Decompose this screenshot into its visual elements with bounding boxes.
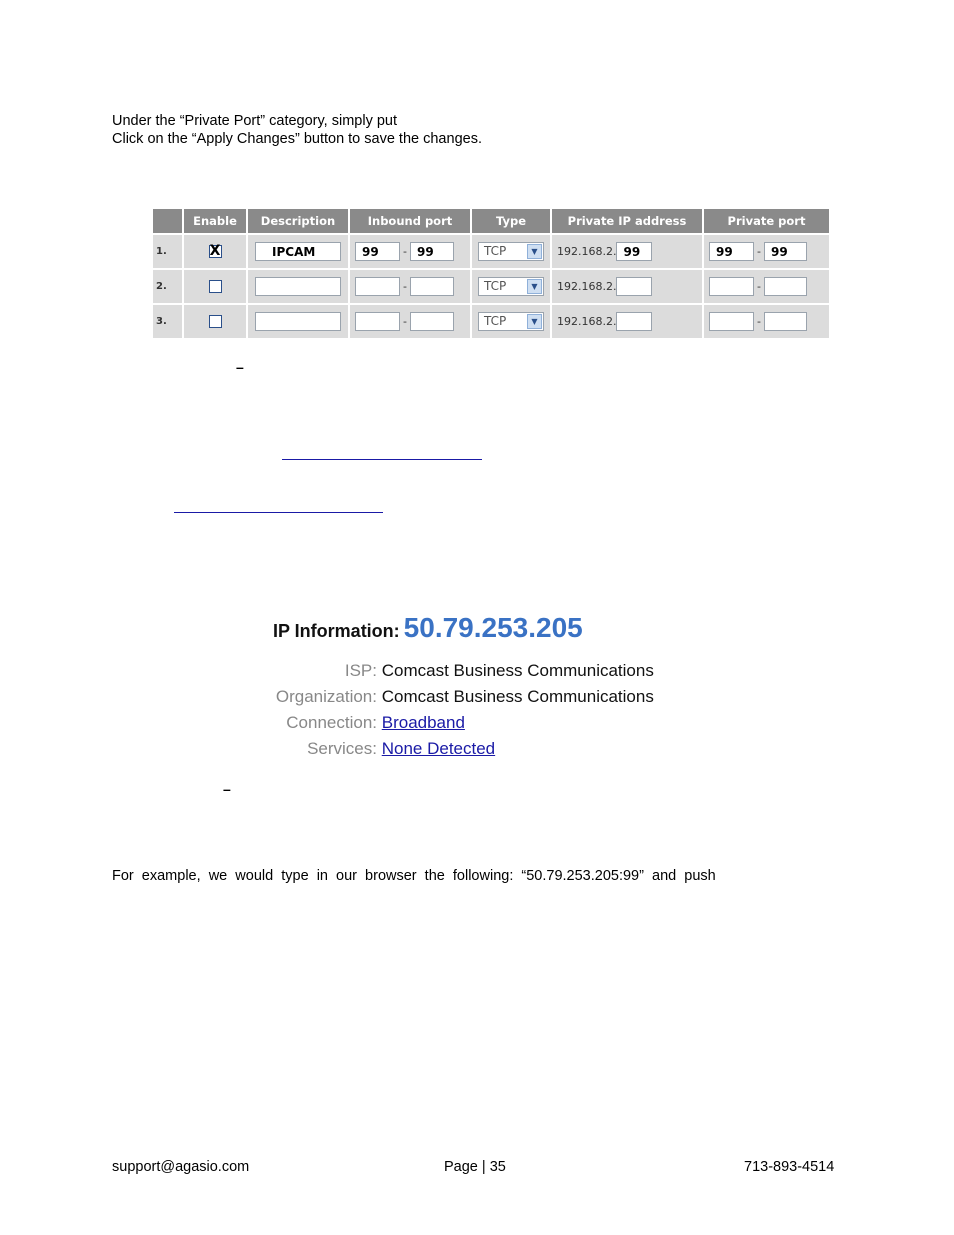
private-port-to-input[interactable]	[764, 277, 807, 296]
header-num	[153, 209, 182, 233]
ip-info-row-services	[200, 737, 800, 761]
ip-info-row-organization	[200, 685, 800, 709]
inbound-port-to-input[interactable]	[410, 312, 454, 331]
inbound-port-from-input[interactable]	[355, 312, 400, 331]
port-range-dash: -	[403, 314, 407, 328]
type-select[interactable]	[478, 242, 544, 261]
chevron-down-icon[interactable]: ▼	[527, 244, 542, 259]
port-range-dash: -	[757, 279, 761, 293]
enable-checkbox[interactable]	[209, 315, 222, 328]
row-number: 3.	[153, 303, 182, 338]
footer-email: support@agasio.com	[112, 1159, 250, 1175]
organization-label: Organization:	[275, 687, 377, 706]
ip-prefix-label: 192.168.2.	[557, 280, 617, 293]
port-range-dash: -	[403, 279, 407, 293]
inbound-port-to-input[interactable]	[410, 277, 454, 296]
ip-address-value: 50.79.253.205	[403, 612, 583, 643]
row-number: 2.	[153, 268, 182, 303]
private-port-to-input[interactable]: 99	[764, 242, 807, 261]
private-port-from-input[interactable]: 99	[709, 242, 754, 261]
enable-checkbox[interactable]	[209, 280, 222, 293]
chevron-down-icon[interactable]: ▼	[527, 279, 542, 294]
isp-value: Comcast Business Communications	[381, 661, 654, 680]
table-row	[153, 233, 829, 268]
private-port-from-input[interactable]	[709, 312, 754, 331]
dash-mark-1: –	[236, 359, 244, 375]
header-inbound-port: Inbound port	[350, 209, 470, 233]
type-select-value: TCP	[484, 314, 507, 328]
table-row	[153, 303, 829, 338]
inbound-port-from-input[interactable]	[355, 277, 400, 296]
isp-label: ISP:	[344, 661, 377, 680]
services-label: Services:	[307, 739, 377, 758]
type-select-value: TCP	[484, 279, 507, 293]
hyperlink-underline-1[interactable]	[282, 459, 482, 460]
inbound-port-from-input[interactable]: 99	[355, 242, 400, 261]
ip-information-title	[273, 612, 583, 644]
private-port-to-input[interactable]	[764, 312, 807, 331]
example-paragraph: For example, we would type in our browser the following: “50.79.253.205:99” and push	[112, 868, 716, 884]
header-private-port: Private port	[704, 209, 829, 233]
enable-checkbox[interactable]: X	[209, 243, 221, 260]
table-header-row	[153, 209, 829, 233]
description-input[interactable]	[255, 312, 341, 331]
header-enable: Enable	[184, 209, 246, 233]
footer-phone: 713-893-4514	[744, 1159, 835, 1175]
port-range-dash: -	[757, 244, 761, 258]
ip-info-row-connection	[200, 711, 800, 735]
private-port-from-input[interactable]	[709, 277, 754, 296]
ip-prefix-label: 192.168.2.	[557, 245, 617, 258]
ip-suffix-input[interactable]: 99	[616, 242, 652, 261]
instruction-line-1: Under the “Private Port” category, simply put	[112, 113, 398, 129]
header-private-ip: Private IP address	[552, 209, 702, 233]
port-range-dash: -	[403, 244, 407, 258]
organization-value: Comcast Business Communications	[381, 687, 654, 706]
services-link[interactable]: None Detected	[381, 739, 496, 758]
connection-link[interactable]: Broadband	[381, 713, 465, 732]
connection-label: Connection:	[286, 713, 377, 732]
type-select-value: TCP	[484, 244, 507, 258]
hyperlink-underline-2[interactable]	[174, 512, 383, 513]
ip-suffix-input[interactable]	[616, 312, 652, 331]
ip-suffix-input[interactable]	[616, 277, 652, 296]
port-forwarding-table	[151, 209, 831, 338]
dash-mark-2: –	[223, 781, 231, 797]
inbound-port-to-input[interactable]: 99	[410, 242, 454, 261]
ip-information-label: IP Information:	[273, 621, 400, 641]
port-range-dash: -	[757, 314, 761, 328]
row-number: 1.	[153, 233, 182, 268]
instruction-line-2: Click on the “Apply Changes” button to save the changes.	[112, 131, 482, 147]
type-select[interactable]	[478, 312, 544, 331]
description-input[interactable]	[255, 277, 341, 296]
ip-prefix-label: 192.168.2.	[557, 315, 617, 328]
footer-page-number: Page | 35	[444, 1159, 506, 1175]
header-type: Type	[472, 209, 550, 233]
table-row	[153, 268, 829, 303]
type-select[interactable]	[478, 277, 544, 296]
ip-info-row-isp	[200, 659, 800, 683]
header-description: Description	[248, 209, 348, 233]
chevron-down-icon[interactable]: ▼	[527, 314, 542, 329]
description-input[interactable]: IPCAM	[255, 242, 341, 261]
